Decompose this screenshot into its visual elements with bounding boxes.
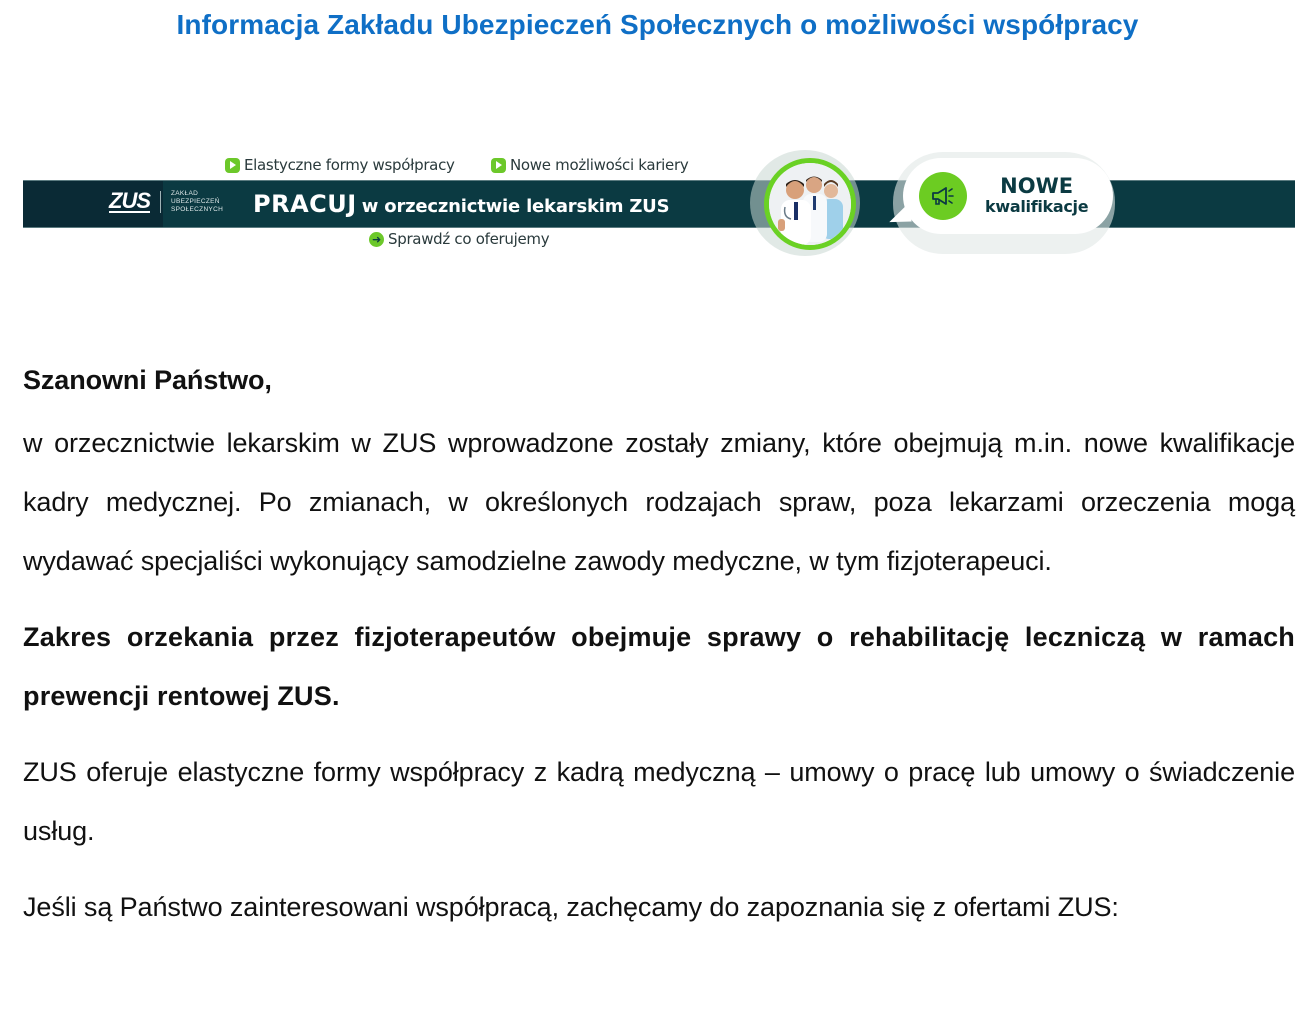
logo-line: SPOŁECZNYCH xyxy=(171,206,224,213)
banner-headline xyxy=(253,190,669,218)
logo-line: UBEZPIECZEŃ xyxy=(171,198,220,205)
zus-logo-text xyxy=(171,190,223,214)
zus-logo-mark: ZUS xyxy=(109,188,150,213)
megaphone-glyph xyxy=(930,185,956,207)
zus-logo xyxy=(109,190,223,214)
headline-rest: w orzecznictwie lekarskim ZUS xyxy=(361,196,670,217)
paragraph-invitation: Jeśli są Państwo zainteresowani współpracą, zachęcamy do zapoznania się z ofertami ZUS: xyxy=(23,892,1119,922)
headline-pracuj: PRACUJ xyxy=(253,190,357,218)
recruitment-banner[interactable] xyxy=(23,148,1295,258)
bubble-line2: kwalifikacje xyxy=(985,197,1089,216)
document-title: Informacja Zakładu Ubezpieczeń Społecznych o możliwości współpracy xyxy=(176,9,1139,40)
megaphone-icon xyxy=(919,172,967,220)
banner-feature-career xyxy=(491,156,688,174)
bubble-line1: NOWE xyxy=(1000,174,1074,198)
logo-line: ZAKŁAD xyxy=(171,190,199,197)
doctors-illustration xyxy=(769,163,851,245)
cta-label: Sprawdź co oferujemy xyxy=(388,230,550,248)
letter-body xyxy=(23,358,1295,937)
doctors-photo xyxy=(756,152,868,254)
paragraph-changes: w orzecznictwie lekarskim w ZUS wprowadzone zostały zmiany, które obejmują m.in. nowe kwalifikacje kadry medycznej. Po zmianach, w określonych rodzajach spraw, poza lekarzami orzeczenia mogą wydawać specjaliści wykonujący samodzielne zawody medyczne, w tym fizjoterapeuci. xyxy=(23,428,1295,576)
play-icon xyxy=(491,158,506,173)
greeting: Szanowni Państwo, xyxy=(23,365,272,395)
banner-cta-check-offer[interactable] xyxy=(369,230,549,248)
doctors-photo-image xyxy=(764,158,856,250)
play-icon xyxy=(225,158,240,173)
logo-divider xyxy=(160,191,161,213)
banner-feature-flexible xyxy=(225,156,455,174)
feature-label: Nowe możliwości kariery xyxy=(510,156,689,174)
new-qualifications-bubble xyxy=(903,158,1113,234)
bubble-text xyxy=(985,175,1088,217)
feature-label: Elastyczne formy współpracy xyxy=(244,156,455,174)
arrow-right-icon: ➜ xyxy=(369,232,384,247)
paragraph-offer: ZUS oferuje elastyczne formy współpracy z kadrą medyczną – umowy o pracę lub umowy o świadczenie usług. xyxy=(23,757,1295,846)
paragraph-scope: Zakres orzekania przez fizjoterapeutów obejmuje sprawy o rehabilitację leczniczą w ramach prewencji rentowej ZUS. xyxy=(23,622,1295,711)
